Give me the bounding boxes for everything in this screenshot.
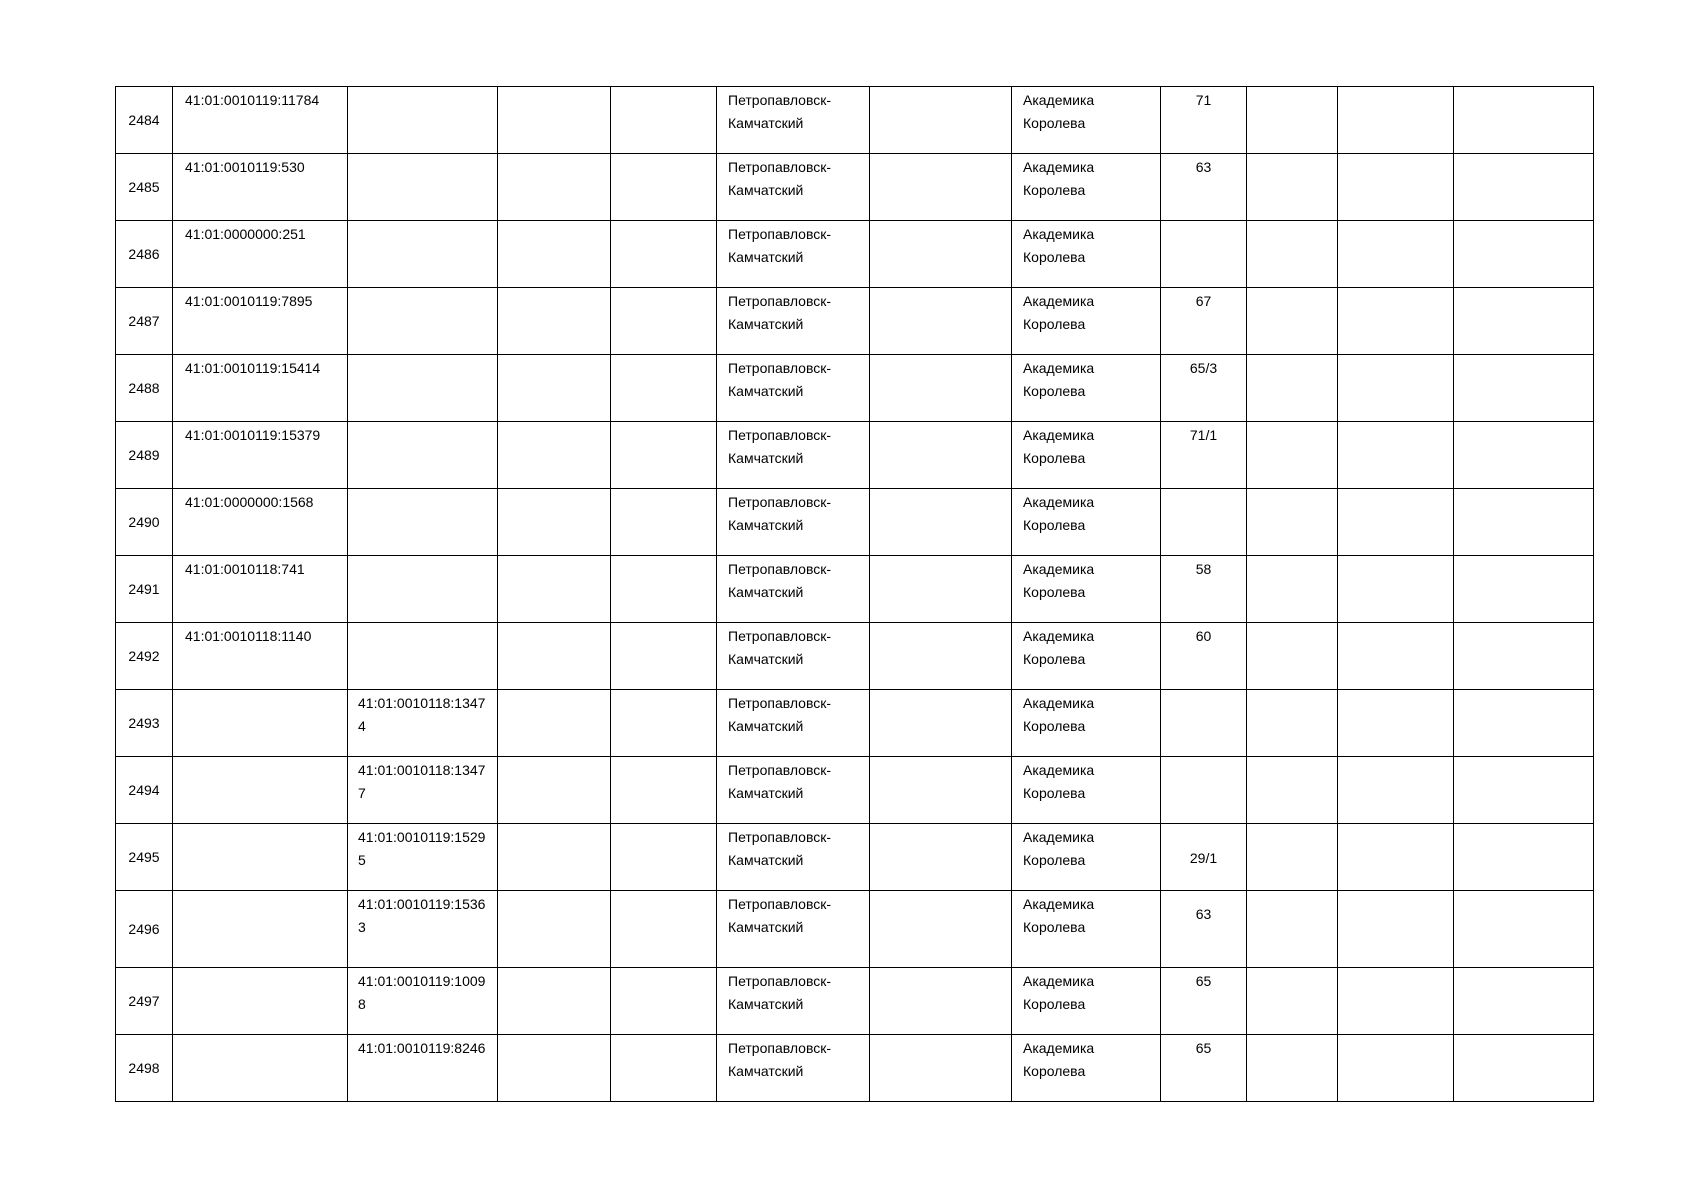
- empty-cell: [1247, 690, 1338, 757]
- row-number-cell: 2488: [116, 355, 173, 422]
- city-cell: Петропавловск-Камчатский: [717, 690, 870, 757]
- empty-cell: [1247, 824, 1338, 891]
- cadastral-number-cell: [173, 690, 348, 757]
- house-number-cell: 65/3: [1161, 355, 1247, 422]
- street-cell: Академика Королева: [1012, 824, 1161, 891]
- table-row: [116, 221, 1594, 288]
- empty-cell: [1247, 1035, 1338, 1102]
- empty-cell: [498, 757, 611, 824]
- empty-cell: [1338, 221, 1454, 288]
- empty-cell: [870, 221, 1012, 288]
- cadastral-number-cell: 41:01:0010119:7895: [173, 288, 348, 355]
- cadastral-number-cell: 41:01:0010119:15379: [173, 422, 348, 489]
- table-row: [116, 824, 1594, 891]
- empty-cell: [611, 288, 717, 355]
- empty-cell: [498, 891, 611, 968]
- empty-cell: [1247, 154, 1338, 221]
- city-cell: Петропавловск-Камчатский: [717, 757, 870, 824]
- street-cell: Академика Королева: [1012, 221, 1161, 288]
- empty-cell: [611, 824, 717, 891]
- empty-cell: [1247, 968, 1338, 1035]
- city-cell: Петропавловск-Камчатский: [717, 968, 870, 1035]
- empty-cell: [1454, 891, 1594, 968]
- empty-cell: [498, 355, 611, 422]
- empty-cell: [870, 968, 1012, 1035]
- street-cell: Академика Королева: [1012, 556, 1161, 623]
- city-cell: Петропавловск-Камчатский: [717, 623, 870, 690]
- street-cell: Академика Королева: [1012, 355, 1161, 422]
- house-number-cell: 60: [1161, 623, 1247, 690]
- table-row: [116, 623, 1594, 690]
- cadastral-number-cell: 41:01:0010119:11784: [173, 87, 348, 154]
- empty-cell: [498, 221, 611, 288]
- empty-cell: [1454, 757, 1594, 824]
- empty-cell: [1338, 154, 1454, 221]
- cadastral-number-alt-cell: [348, 87, 498, 154]
- empty-cell: [1454, 288, 1594, 355]
- city-cell: Петропавловск-Камчатский: [717, 1035, 870, 1102]
- empty-cell: [1338, 355, 1454, 422]
- row-number-cell: 2490: [116, 489, 173, 556]
- empty-cell: [498, 87, 611, 154]
- street-cell: Академика Королева: [1012, 87, 1161, 154]
- empty-cell: [1454, 556, 1594, 623]
- street-cell: Академика Королева: [1012, 757, 1161, 824]
- empty-cell: [498, 968, 611, 1035]
- cadastral-number-cell: [173, 757, 348, 824]
- empty-cell: [1247, 489, 1338, 556]
- empty-cell: [1338, 690, 1454, 757]
- city-cell: Петропавловск-Камчатский: [717, 422, 870, 489]
- empty-cell: [611, 154, 717, 221]
- empty-cell: [1454, 154, 1594, 221]
- cadastral-number-alt-cell: [348, 154, 498, 221]
- table-row: [116, 968, 1594, 1035]
- empty-cell: [1247, 757, 1338, 824]
- empty-cell: [870, 891, 1012, 968]
- empty-cell: [870, 690, 1012, 757]
- house-number-cell: 71/1: [1161, 422, 1247, 489]
- address-register-table: [115, 86, 1594, 1102]
- table-row: [116, 355, 1594, 422]
- empty-cell: [870, 556, 1012, 623]
- empty-cell: [1454, 690, 1594, 757]
- cadastral-number-alt-cell: 41:01:0010119:15363: [348, 891, 498, 968]
- empty-cell: [611, 556, 717, 623]
- table-row: [116, 891, 1594, 968]
- city-cell: Петропавловск-Камчатский: [717, 221, 870, 288]
- empty-cell: [1338, 824, 1454, 891]
- cadastral-number-cell: [173, 891, 348, 968]
- row-number-cell: 2487: [116, 288, 173, 355]
- house-number-cell: 63: [1161, 154, 1247, 221]
- table-row: [116, 556, 1594, 623]
- empty-cell: [870, 1035, 1012, 1102]
- empty-cell: [1338, 87, 1454, 154]
- empty-cell: [1247, 891, 1338, 968]
- house-number-cell: [1161, 489, 1247, 556]
- house-number-cell: 29/1: [1161, 824, 1247, 891]
- city-cell: Петропавловск-Камчатский: [717, 87, 870, 154]
- table-row: [116, 690, 1594, 757]
- empty-cell: [870, 489, 1012, 556]
- empty-cell: [611, 489, 717, 556]
- empty-cell: [1338, 422, 1454, 489]
- table-row: [116, 288, 1594, 355]
- empty-cell: [498, 154, 611, 221]
- empty-cell: [1338, 968, 1454, 1035]
- table-row: [116, 757, 1594, 824]
- cadastral-number-cell: 41:01:0010118:1140: [173, 623, 348, 690]
- street-cell: Академика Королева: [1012, 154, 1161, 221]
- row-number-cell: 2494: [116, 757, 173, 824]
- cadastral-number-alt-cell: [348, 422, 498, 489]
- empty-cell: [1247, 355, 1338, 422]
- city-cell: Петропавловск-Камчатский: [717, 154, 870, 221]
- empty-cell: [1338, 489, 1454, 556]
- empty-cell: [611, 757, 717, 824]
- cadastral-number-alt-cell: 41:01:0010118:13477: [348, 757, 498, 824]
- cadastral-number-cell: 41:01:0000000:1568: [173, 489, 348, 556]
- city-cell: Петропавловск-Камчатский: [717, 891, 870, 968]
- house-number-cell: [1161, 757, 1247, 824]
- empty-cell: [870, 288, 1012, 355]
- empty-cell: [611, 891, 717, 968]
- empty-cell: [870, 824, 1012, 891]
- empty-cell: [1338, 623, 1454, 690]
- table-body: [116, 87, 1594, 1102]
- empty-cell: [1338, 891, 1454, 968]
- house-number-cell: 65: [1161, 968, 1247, 1035]
- empty-cell: [1454, 489, 1594, 556]
- empty-cell: [1247, 623, 1338, 690]
- empty-cell: [498, 556, 611, 623]
- empty-cell: [611, 968, 717, 1035]
- row-number-cell: 2491: [116, 556, 173, 623]
- empty-cell: [1338, 288, 1454, 355]
- empty-cell: [611, 422, 717, 489]
- street-cell: Академика Королева: [1012, 968, 1161, 1035]
- empty-cell: [1247, 556, 1338, 623]
- row-number-cell: 2496: [116, 891, 173, 968]
- empty-cell: [1338, 1035, 1454, 1102]
- cadastral-number-cell: [173, 1035, 348, 1102]
- empty-cell: [1454, 221, 1594, 288]
- empty-cell: [498, 690, 611, 757]
- street-cell: Академика Королева: [1012, 891, 1161, 968]
- table-row: [116, 87, 1594, 154]
- empty-cell: [498, 422, 611, 489]
- empty-cell: [1454, 422, 1594, 489]
- empty-cell: [1247, 288, 1338, 355]
- empty-cell: [1247, 221, 1338, 288]
- cadastral-number-alt-cell: [348, 556, 498, 623]
- house-number-cell: 67: [1161, 288, 1247, 355]
- street-cell: Академика Королева: [1012, 690, 1161, 757]
- row-number-cell: 2489: [116, 422, 173, 489]
- empty-cell: [611, 623, 717, 690]
- empty-cell: [498, 1035, 611, 1102]
- row-number-cell: 2495: [116, 824, 173, 891]
- street-cell: Академика Королева: [1012, 489, 1161, 556]
- cadastral-number-alt-cell: 41:01:0010119:15295: [348, 824, 498, 891]
- empty-cell: [611, 221, 717, 288]
- table-row: [116, 489, 1594, 556]
- cadastral-number-alt-cell: [348, 288, 498, 355]
- city-cell: Петропавловск-Камчатский: [717, 288, 870, 355]
- row-number-cell: 2498: [116, 1035, 173, 1102]
- cadastral-number-alt-cell: 41:01:0010119:8246: [348, 1035, 498, 1102]
- cadastral-number-alt-cell: [348, 489, 498, 556]
- empty-cell: [1454, 355, 1594, 422]
- empty-cell: [1454, 968, 1594, 1035]
- empty-cell: [611, 690, 717, 757]
- street-cell: Академика Королева: [1012, 1035, 1161, 1102]
- empty-cell: [1454, 87, 1594, 154]
- cadastral-number-alt-cell: 41:01:0010119:10098: [348, 968, 498, 1035]
- cadastral-number-alt-cell: [348, 623, 498, 690]
- empty-cell: [498, 288, 611, 355]
- row-number-cell: 2484: [116, 87, 173, 154]
- row-number-cell: 2493: [116, 690, 173, 757]
- street-cell: Академика Королева: [1012, 623, 1161, 690]
- row-number-cell: 2485: [116, 154, 173, 221]
- cadastral-number-cell: 41:01:0010119:15414: [173, 355, 348, 422]
- empty-cell: [1247, 87, 1338, 154]
- cadastral-number-cell: [173, 824, 348, 891]
- city-cell: Петропавловск-Камчатский: [717, 355, 870, 422]
- empty-cell: [870, 87, 1012, 154]
- table-row: [116, 154, 1594, 221]
- cadastral-number-alt-cell: 41:01:0010118:13474: [348, 690, 498, 757]
- house-number-cell: 65: [1161, 1035, 1247, 1102]
- empty-cell: [611, 355, 717, 422]
- house-number-cell: 58: [1161, 556, 1247, 623]
- cadastral-number-cell: 41:01:0010118:741: [173, 556, 348, 623]
- city-cell: Петропавловск-Камчатский: [717, 489, 870, 556]
- empty-cell: [870, 757, 1012, 824]
- empty-cell: [1454, 1035, 1594, 1102]
- house-number-cell: 63: [1161, 891, 1247, 968]
- cadastral-number-alt-cell: [348, 221, 498, 288]
- empty-cell: [1247, 422, 1338, 489]
- empty-cell: [1338, 556, 1454, 623]
- row-number-cell: 2492: [116, 623, 173, 690]
- house-number-cell: [1161, 221, 1247, 288]
- empty-cell: [1454, 623, 1594, 690]
- empty-cell: [498, 623, 611, 690]
- city-cell: Петропавловск-Камчатский: [717, 556, 870, 623]
- empty-cell: [611, 1035, 717, 1102]
- table-row: [116, 1035, 1594, 1102]
- empty-cell: [1454, 824, 1594, 891]
- street-cell: Академика Королева: [1012, 288, 1161, 355]
- cadastral-number-cell: 41:01:0000000:251: [173, 221, 348, 288]
- cadastral-number-cell: 41:01:0010119:530: [173, 154, 348, 221]
- empty-cell: [611, 87, 717, 154]
- row-number-cell: 2497: [116, 968, 173, 1035]
- empty-cell: [498, 824, 611, 891]
- empty-cell: [870, 154, 1012, 221]
- cadastral-number-alt-cell: [348, 355, 498, 422]
- empty-cell: [870, 422, 1012, 489]
- cadastral-number-cell: [173, 968, 348, 1035]
- city-cell: Петропавловск-Камчатский: [717, 824, 870, 891]
- empty-cell: [1338, 757, 1454, 824]
- house-number-cell: 71: [1161, 87, 1247, 154]
- street-cell: Академика Королева: [1012, 422, 1161, 489]
- house-number-cell: [1161, 690, 1247, 757]
- row-number-cell: 2486: [116, 221, 173, 288]
- table-row: [116, 422, 1594, 489]
- empty-cell: [870, 623, 1012, 690]
- empty-cell: [870, 355, 1012, 422]
- empty-cell: [498, 489, 611, 556]
